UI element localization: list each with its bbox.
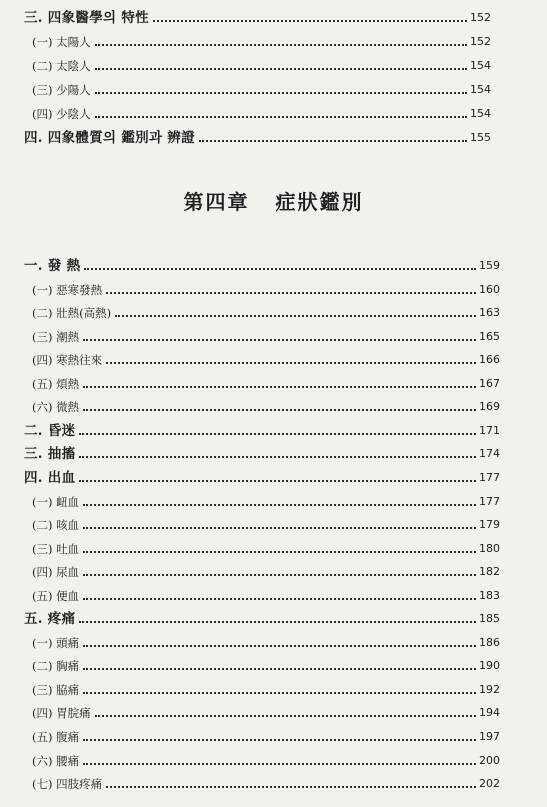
toc-entry-subheading bbox=[32, 78, 491, 98]
toc-entry-subheading bbox=[32, 772, 500, 792]
toc-entry-subheading bbox=[32, 348, 500, 368]
toc-entry-page-number: 177 bbox=[479, 495, 500, 508]
toc-entry-subheading bbox=[32, 584, 500, 604]
dot-leader bbox=[83, 339, 476, 341]
dot-leader bbox=[106, 292, 476, 294]
toc-entry-label: (六) 微熱 bbox=[32, 400, 80, 414]
toc-entry-page-number: 166 bbox=[479, 353, 500, 366]
toc-entry-label: 二. 昏迷 bbox=[24, 423, 76, 439]
toc-entry-page-number: 152 bbox=[470, 11, 491, 24]
toc-entry-heading bbox=[24, 419, 500, 439]
dot-leader bbox=[79, 433, 476, 435]
dot-leader bbox=[83, 763, 476, 765]
dot-leader bbox=[83, 598, 476, 600]
toc-entry-subheading bbox=[32, 490, 500, 510]
toc-entry-page-number: 200 bbox=[479, 754, 500, 767]
dot-leader bbox=[95, 715, 476, 717]
toc-entry-subheading bbox=[32, 372, 500, 392]
toc-entry-page-number: 202 bbox=[479, 777, 500, 790]
dot-leader bbox=[83, 668, 476, 670]
toc-entry-page-number: 160 bbox=[479, 283, 500, 296]
toc-entry-label: 四. 四象體質의 鑑別과 辨證 bbox=[24, 130, 195, 146]
dot-leader bbox=[83, 386, 476, 388]
toc-entry-heading bbox=[24, 254, 500, 274]
toc-entry-subheading bbox=[32, 560, 500, 580]
toc-entry-page-number: 154 bbox=[470, 83, 491, 96]
toc-entry-page-number: 167 bbox=[479, 377, 500, 390]
toc-entry-label: (三) 脇痛 bbox=[32, 683, 80, 697]
toc-entry-page-number: 159 bbox=[479, 259, 500, 272]
toc-entry-label: (四) 尿血 bbox=[32, 565, 80, 579]
toc-entry-subheading bbox=[32, 278, 500, 298]
toc-entry-heading bbox=[24, 126, 491, 146]
toc-entry-page-number: 174 bbox=[479, 447, 500, 460]
toc-entry-label: (一) 太陽人 bbox=[32, 35, 91, 49]
toc-entry-label: 五. 疼痛 bbox=[24, 611, 76, 627]
toc-entry-page-number: 194 bbox=[479, 706, 500, 719]
toc-entry-page-number: 163 bbox=[479, 306, 500, 319]
toc-entry-label: (二) 胸痛 bbox=[32, 659, 80, 673]
toc-entry-label: (五) 便血 bbox=[32, 589, 80, 603]
toc-entry-page-number: 169 bbox=[479, 400, 500, 413]
toc-entry-label: (五) 煩熱 bbox=[32, 377, 80, 391]
toc-entry-subheading bbox=[32, 325, 500, 345]
dot-leader bbox=[83, 527, 476, 529]
toc-entry-label: (四) 胃脘痛 bbox=[32, 706, 91, 720]
toc-entry-page-number: 154 bbox=[470, 107, 491, 120]
toc-entry-page-number: 182 bbox=[479, 565, 500, 578]
dot-leader bbox=[79, 621, 476, 623]
toc-entry-page-number: 179 bbox=[479, 518, 500, 531]
toc-entry-label: (六) 腰痛 bbox=[32, 754, 80, 768]
dot-leader bbox=[83, 409, 476, 411]
toc-entry-label: (一) 頭痛 bbox=[32, 636, 80, 650]
toc-entry-heading bbox=[24, 607, 500, 627]
dot-leader bbox=[83, 739, 476, 741]
dot-leader bbox=[95, 44, 467, 46]
dot-leader bbox=[79, 456, 476, 458]
toc-entry-page-number: 183 bbox=[479, 589, 500, 602]
toc-entry-page-number: 171 bbox=[479, 424, 500, 437]
toc-entry-subheading bbox=[32, 701, 500, 721]
dot-leader bbox=[95, 92, 467, 94]
toc-entry-subheading bbox=[32, 301, 500, 321]
toc-entry-page-number: 185 bbox=[479, 612, 500, 625]
toc-entry-subheading bbox=[32, 654, 500, 674]
toc-entry-page-number: 180 bbox=[479, 542, 500, 555]
toc-entry-subheading bbox=[32, 749, 500, 769]
dot-leader bbox=[83, 692, 476, 694]
toc-entry-label: 三. 四象醫學의 特性 bbox=[24, 10, 149, 26]
toc-entry-label: (五) 腹痛 bbox=[32, 730, 80, 744]
toc-entry-subheading bbox=[32, 102, 491, 122]
dot-leader bbox=[115, 315, 476, 317]
dot-leader bbox=[83, 551, 476, 553]
toc-entry-heading bbox=[24, 442, 500, 462]
toc-entry-page-number: 152 bbox=[470, 35, 491, 48]
dot-leader bbox=[83, 504, 476, 506]
toc-entry-subheading bbox=[32, 395, 500, 415]
dot-leader bbox=[95, 68, 467, 70]
dot-leader bbox=[153, 20, 467, 22]
chapter-title: 症狀鑑別 bbox=[275, 190, 364, 214]
toc-entry-label: (七) 四肢疼痛 bbox=[32, 777, 103, 791]
toc-entry-heading bbox=[24, 466, 500, 486]
toc-entry-page-number: 190 bbox=[479, 659, 500, 672]
dot-leader bbox=[199, 140, 467, 142]
toc-entry-page-number: 192 bbox=[479, 683, 500, 696]
toc-entry-label: (二) 壯熱(高熱) bbox=[32, 306, 112, 320]
toc-entry-heading bbox=[24, 6, 491, 26]
toc-entry-page-number: 177 bbox=[479, 471, 500, 484]
dot-leader bbox=[79, 480, 476, 482]
toc-entry-subheading bbox=[32, 513, 500, 533]
toc-entry-label: (一) 衄血 bbox=[32, 495, 80, 509]
toc-entry-subheading bbox=[32, 54, 491, 74]
toc-entry-subheading bbox=[32, 631, 500, 651]
dot-leader bbox=[84, 268, 476, 270]
toc-entry-subheading bbox=[32, 537, 500, 557]
chapter-number: 第四章 bbox=[183, 190, 250, 214]
toc-entry-page-number: 197 bbox=[479, 730, 500, 743]
dot-leader bbox=[83, 574, 476, 576]
chapter-heading bbox=[0, 186, 547, 215]
toc-entry-page-number: 186 bbox=[479, 636, 500, 649]
toc-entry-label: 一. 發 熱 bbox=[24, 258, 81, 274]
toc-entry-label: (三) 少陽人 bbox=[32, 83, 91, 97]
dot-leader bbox=[106, 362, 476, 364]
toc-entry-subheading bbox=[32, 678, 500, 698]
toc-entry-label: 四. 出血 bbox=[24, 470, 76, 486]
toc-entry-subheading bbox=[32, 30, 491, 50]
dot-leader bbox=[95, 116, 467, 118]
dot-leader bbox=[83, 645, 476, 647]
toc-entry-label: (二) 咳血 bbox=[32, 518, 80, 532]
dot-leader bbox=[106, 786, 476, 788]
toc-entry-label: (二) 太陰人 bbox=[32, 59, 91, 73]
toc-entry-label: 三. 抽搐 bbox=[24, 446, 76, 462]
toc-entry-label: (四) 寒熱往來 bbox=[32, 353, 103, 367]
toc-entry-page-number: 154 bbox=[470, 59, 491, 72]
toc-entry-page-number: 165 bbox=[479, 330, 500, 343]
toc-entry-page-number: 155 bbox=[470, 131, 491, 144]
toc-entry-label: (一) 惡寒發熱 bbox=[32, 283, 103, 297]
toc-entry-subheading bbox=[32, 725, 500, 745]
toc-entry-label: (三) 吐血 bbox=[32, 542, 80, 556]
toc-entry-label: (四) 少陰人 bbox=[32, 107, 91, 121]
toc-entry-label: (三) 潮熱 bbox=[32, 330, 80, 344]
